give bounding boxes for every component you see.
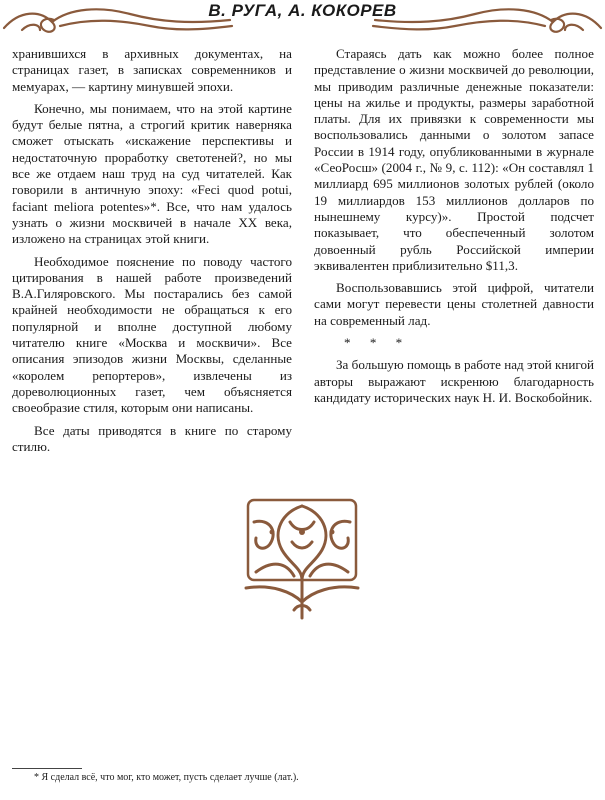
decorative-ornament: [242, 492, 362, 622]
paragraph: Все даты приводятся в книге по старому стилю.: [12, 422, 292, 454]
paragraph: Стараясь дать как можно более полное представление о жизни москвичей до революции, мы приводим различные денежные показатели: цены на жилье и продукты, размеры заработной платы. Для их привязки к современности мы воспользовались данными о золотом запасе России в 1914 году, опубликованными в журнале «СеоРосш» (2004 г., № 9, с. 112): «Он составлял 1 миллиард 695 миллионов золотых рублей (около 19 миллиардов 153 миллионов долларов по нынешнему курсу)». Простой подсчет показывает, что обеспеченный золотом довоенный рубль Российской империи эквивалентен приблизительно $11,3.: [314, 46, 594, 273]
paragraph: хранившихся в архивных документах, на страницах газет, в записках современников и мемуарах, — картину минувшей эпохи.: [12, 46, 292, 94]
page-header: [0, 0, 605, 40]
left-column: [12, 46, 292, 461]
paragraph: Воспользовавшись этой цифрой, читатели сами могут перевести цены столетней давности на современный лад.: [314, 280, 594, 328]
section-divider-stars: * * *: [344, 335, 411, 351]
running-head-authors: В. РУГА, А. КОКОРЕВ: [208, 1, 397, 20]
paragraph: Конечно, мы понимаем, что на этой картине будут белые пятна, а строгий критик наверняка сможет отыскать «искажение перспективы и недостаточную проработку светотеней?, но мы все же отдаем наш труд на суд читателей. Как говорили в античную эпоху: «Feci quod potui, faciant meliora potentes»*. Все, что нам удалось узнать о жизни москвичей в начале XX века, изложено на страницах этой книги.: [12, 100, 292, 247]
footnote-rule: [12, 768, 82, 769]
paragraph: За большую помощь в работе над этой книгой авторы выражают искренюю благодарность кандидату исторических наук Н. И. Воскобойник.: [314, 357, 594, 405]
footnote: * Я сделал всё, что мог, кто может, пусть сделает лучше (лат.).: [34, 772, 299, 783]
right-column: [314, 46, 594, 412]
paragraph: Необходимое пояснение по поводу частого цитирования в нашей работе произведений В.А.Гиляровского. Мы постарались без самой крайней необходимости не обращаться к его популярной и вполне доступной любому читателю книге «Москва и москвичи». Все описания эпизодов жизни Москвы, сделанные «королем репортеров», извлечены из дореволюционных газет, чем объясняется своеобразие стиля, которым они написаны.: [12, 253, 292, 416]
